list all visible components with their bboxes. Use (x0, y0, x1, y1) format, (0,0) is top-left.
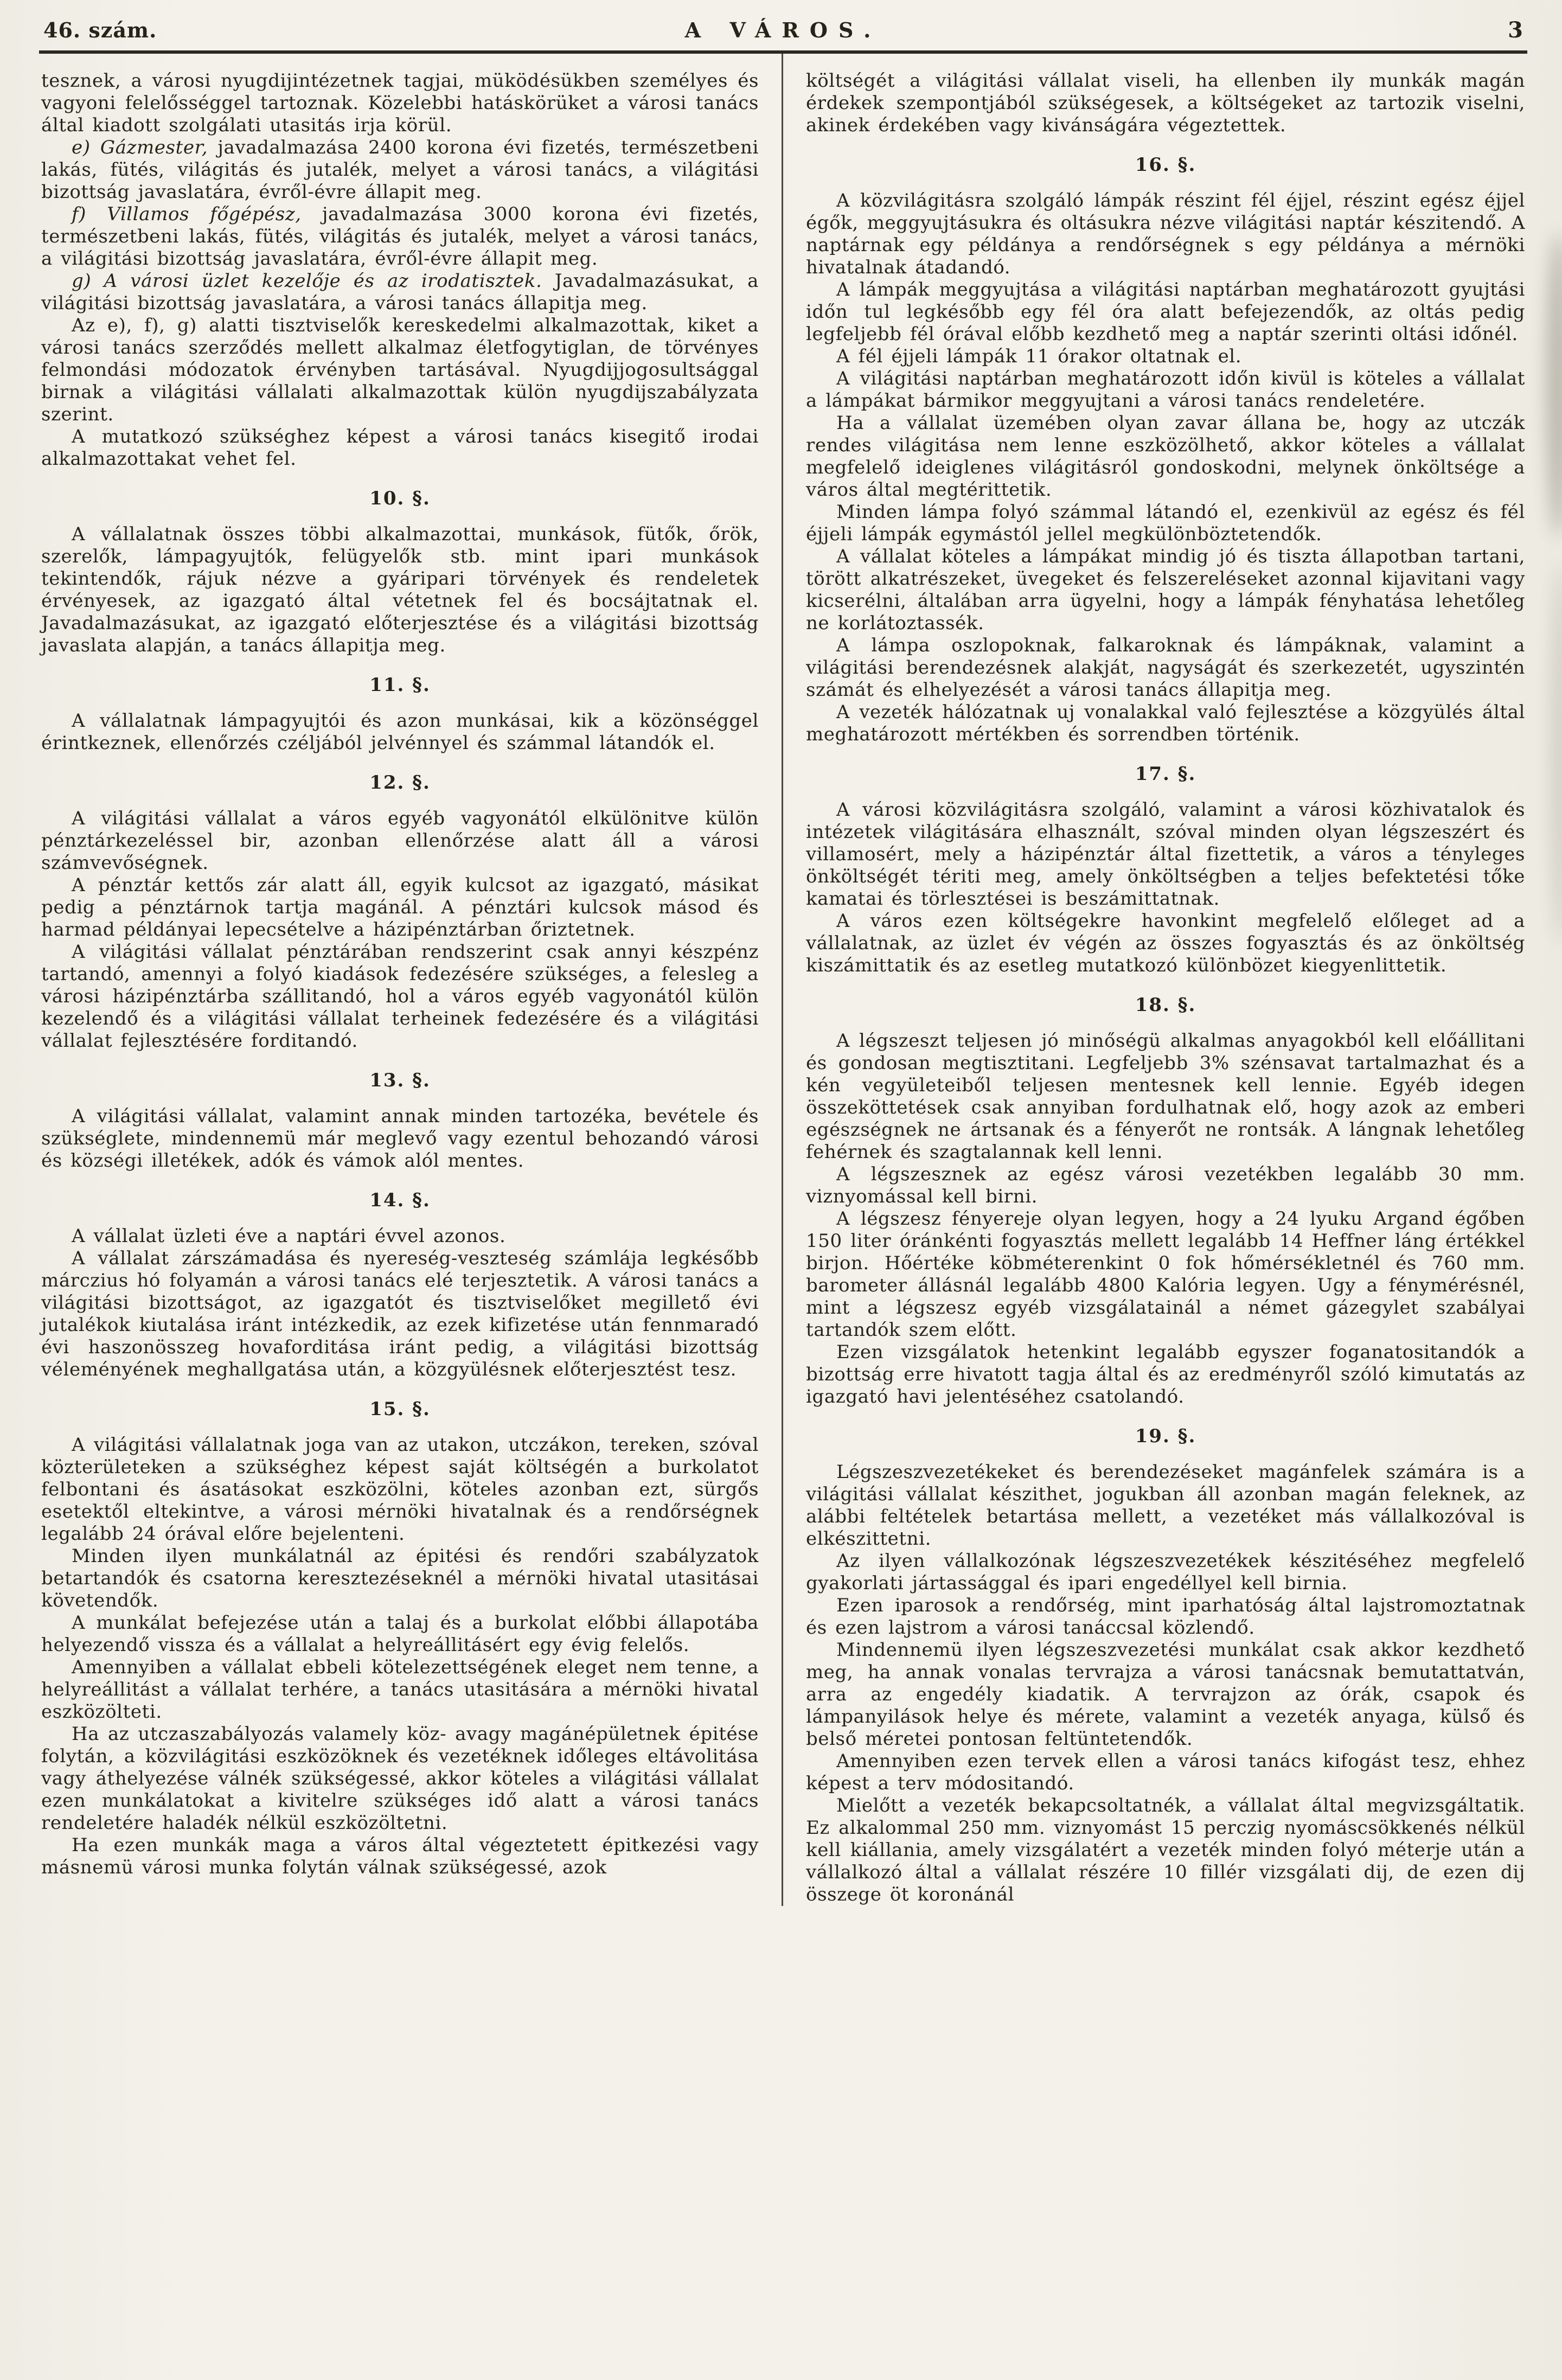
paragraph: A vállalatnak lámpagyujtói és azon munkásai, kik a közönséggel érintkeznek, ellenőrzés czéljából jelvénnyel és számmal látandók el. (41, 710, 759, 754)
paragraph: A közvilágitásra szolgáló lámpák részint fél éjjel, részint egész éjjel égők, meggyujtásukra és oltásukra nézve világitási naptár készitendő. A naptárnak egy példánya a rendőrségnek s egy példánya a mérnöki hivatalnak átadandó. (806, 190, 1525, 278)
paragraph: A világitási naptárban meghatározott időn kivül is köteles a vállalat a lámpákat bármikor meggyujtani a városi tanács rendeletére. (806, 368, 1525, 412)
paragraph: Amennyiben a vállalat ebbeli kötelezettségének eleget nem tenne, a helyreállitást a vállalat terhére, a tanács utasitására a mérnöki hivatal eszközölteti. (41, 1656, 759, 1723)
paragraph: e) Gázmester, javadalmazása 2400 korona évi fizetés, természetbeni lakás, fütés, világitás és jutalék, melyet a városi tanács, a világitási bizottság javaslatára, évről-évre állapit meg. (41, 137, 759, 203)
journal-title: A VÁROS. (684, 18, 882, 42)
paragraph: A világitási vállalat, valamint annak minden tartozéka, bevétele és szükséglete, mindennemü már meglevő vagy ezentul behozandó városi és községi illetékek, adók és vámok alól mentes. (41, 1105, 759, 1172)
paragraph: Ezen iparosok a rendőrség, mint iparhatóság által lajstromoztatnak és ezen lajstrom a városi tanáccsal közlendő. (806, 1595, 1525, 1639)
paragraph: Minden ilyen munkálatnál az épitési és rendőri szabályzatok betartandók és csatorna keresztezéseknél a mérnöki hivatal utasitásai követendők. (41, 1545, 759, 1611)
paragraph: Légszeszvezetékeket és berendezéseket magánfelek számára is a világitási vállalat készithet, jogukban áll azonban magán feleknek, az alábbi feltételek betartása mellett, a vezetéket más vállalkozóval is elkészittetni. (806, 1461, 1525, 1550)
paragraph: A világitási vállalat pénztárában rendszerint csak annyi készpénz tartandó, amennyi a folyó kiadások fedezésére szükséges, a felesleg a városi házipénztárba szállitandó, hol a város egyéb vagyonától külön kezelendő és a világitási vállalat terheinek fedezésére és a világitási vállalat fejlesztésére forditandó. (41, 941, 759, 1052)
paragraph: tesznek, a városi nyugdijintézetnek tagjai, müködésükben személyes és vagyoni felelősséggel tartoznak. Közelebbi hatáskörüket a városi tanács által kiadott szolgálati utasitás irja körül. (41, 70, 759, 136)
paragraph: f) Villamos főgépész, javadalmazása 3000 korona évi fizetés, természetbeni lakás, fütés, világitás és jutalék, melyet a városi tanács, a világitási bizottság javaslatára, évről-évre állapit meg. (41, 203, 759, 270)
paragraph: A légszeszt teljesen jó minőségü alkalmas anyagokból kell előállitani és gondosan megtisztitani. Legfeljebb 3% szénsavat tartalmazhat és a kén vegyületeiből teljesen mentesnek kell lennie. Egyéb idegen összeköttetések csak annyiban fordulhatnak elő, hogy azok az emberi egészségnek ne ártsanak és a fényerőt ne rontsák. A lángnak lehetőleg fehérnek és szagtalannak kell lenni. (806, 1030, 1525, 1163)
paragraph: A vállalat üzleti éve a naptári évvel azonos. (72, 1225, 506, 1247)
section-heading: 17. §. (1135, 763, 1196, 785)
paragraph: A vállalat köteles a lámpákat mindig jó és tiszta állapotban tartani, törött alkatrészeket, üvegeket és felszereléseket azonnal kijavitani vagy kicserélni, általában arra ügyelni, hogy a lámpák fényhatása lehetőleg ne korlátoztassék. (806, 546, 1525, 634)
section-heading: 11. §. (369, 674, 431, 696)
section-heading: 12. §. (369, 772, 431, 794)
paragraph: Ha az utczaszabályozás valamely köz- avagy magánépületnek épitése folytán, a közvilágitási eszközöknek és vezetéknek időleges eltávolitása vagy áthelyezése válnék szükségessé, akkor köteles a világitási vállalat ezen munkálatokat a kivitelre szükséges idő alatt a városi tanács rendeletére haladék nélkül eszközöltetni. (41, 1723, 759, 1834)
paragraph: A mutatkozó szükséghez képest a városi tanács kisegitő irodai alkalmazottakat vehet fel. (41, 426, 759, 470)
paragraph: A világitási vállalat a város egyéb vagyonától elkülönitve külön pénztárkezeléssel bir, azonban ellenőrzése alatt áll a városi számvevőségnek. (41, 808, 759, 874)
section-heading: 19. §. (1135, 1425, 1196, 1447)
scan-smudge (1551, 564, 1562, 944)
paragraph: A városi közvilágitásra szolgáló, valamint a városi közhivatalok és intézetek világitására elhasznált, szóval minden olyan légszeszért és villamosért, mely a házipénztár által fizettetik, a város a tényleges önköltségét tériti meg, amely önköltségben a teljes befektetési tőke kamatai és törlesztései is beszámittatnak. (806, 799, 1525, 910)
paragraph: Ezen vizsgálatok hetenkint legalább egyszer foganatositandók a bizottság erre hivatott tagja által és az eredményről szóló kimutatás az igazgató havi jelentéséhez csatolandó. (806, 1341, 1525, 1407)
paragraph: A fél éjjeli lámpák 11 órakor oltatnak el. (836, 346, 1242, 367)
paragraph: A vezeték hálózatnak uj vonalakkal való fejlesztése a közgyülés által meghatározott mértékben és sorrendben történik. (806, 701, 1525, 745)
paragraph: A lámpa oszlopoknak, falkaroknak és lámpáknak, valamint a világitási berendezésnek alakját, nagyságát és szerkezetét, ugyszintén számát és elhelyezését a városi tanács állapitja meg. (806, 635, 1525, 701)
paragraph: g) A városi üzlet kezelője és az irodatisztek. Javadalmazásukat, a világitási bizottság javaslatára, a városi tanács állapitja meg. (41, 270, 759, 314)
paragraph: költségét a világitási vállalat viseli, ha ellenben ily munkák magán érdekek szempontjából szükségesek, a költségeket az tartozik viselni, akinek érdekében vagy kivánságára végeztettek. (806, 70, 1525, 136)
paragraph: A munkálat befejezése után a talaj és a burkolat előbbi állapotába helyezendő vissza és a vállalat a helyreállitásért egy évig felelős. (41, 1612, 759, 1656)
paragraph: A pénztár kettős zár alatt áll, egyik kulcsot az igazgató, másikat pedig a pénztárnok tartja magánál. A pénztári kulcsok másod és harmad példányai lepecsételve a házipénztárban őriztetnek. (41, 874, 759, 941)
section-heading: 18. §. (1135, 994, 1196, 1016)
article-columns (39, 54, 1527, 1906)
page-number: 3 (1508, 17, 1523, 43)
right-column (783, 54, 1527, 1906)
paragraph: A vállalat zárszámadása és nyereség-veszteség számlája legkésőbb márczius hó folyamán a városi tanács elé terjesztetik. A városi tanács a világitási bizottságot, az igazgatót és tisztviselőket megillető évi jutalékok kiutalása iránt intézkedik, az ezek kifizetése után fennmaradó évi haszonösszeg hovaforditása iránt pedig, a világitási bizottság véleményének meghallgatása után, a közgyülésnek előterjesztést tesz. (41, 1247, 759, 1380)
paragraph: A lámpák meggyujtása a világitási naptárban meghatározott gyujtási időn tul legkésőbb egy fél óra alatt befejezendők, az oltás pedig legfeljebb fél órával előbb kezdhető meg a naptár szerinti oltási időnél. (806, 279, 1525, 345)
paragraph: A világitási vállalatnak joga van az utakon, utczákon, tereken, szóval közterületeken a szükséghez képest saját költségén a burkolatot felbontani és ásatásokat eszközölni, köteles azonban ezt, sürgős esetektől eltekintve, a városi mérnöki hivatalnak és a rendőrségnek legalább 24 órával előre bejelenteni. (41, 1434, 759, 1545)
paragraph: A légszesznek az egész városi vezetékben legalább 30 mm. viznyomással kell birni. (806, 1163, 1525, 1207)
section-heading: 16. §. (1135, 154, 1196, 176)
masthead (39, 12, 1527, 50)
section-heading: 10. §. (369, 488, 431, 509)
paragraph: Mindennemü ilyen légszeszvezetési munkálat csak akkor kezdhető meg, ha annak vonalas tervrajza a városi tanácsnak bemutattatván, arra az engedély kiadatik. A tervrajzon az órák, csapok és lámpanyilások helye és mérete, valamint a vezeték anyaga, külső és belső méretei pontosan feltüntetendők. (806, 1639, 1525, 1750)
paragraph: A vállalatnak összes többi alkalmazottai, munkások, fütők, őrök, szerelők, lámpagyujtók, felügyelők stb. mint ipari munkások tekintendők, rájuk nézve a gyáripari törvények és rendeletek érvényesek, az igazgató által vétetnek fel és bocsájtatnak el. Javadalmazásukat, az igazgató előterjesztése és a világitási bizottság javaslata alapján, a tanács állapitja meg. (41, 523, 759, 656)
scan-smudge (1547, 233, 1562, 537)
paragraph: Ha ezen munkák maga a város által végeztetett épitkezési vagy másnemü városi munka folytán válnak szükségessé, azok (41, 1834, 759, 1878)
left-column (39, 54, 783, 1906)
paragraph: A város ezen költségekre havonkint megfelelő előleget ad a vállalatnak, az üzlet év végén az összes fogyasztás és az önköltség kiszámittatik és az esetleg mutatkozó különbözet kiegyenlittetik. (806, 910, 1525, 976)
paragraph: Minden lámpa folyó számmal látandó el, ezenkivül az egész és fél éjjeli lámpák egymástól jellel megkülönböztetendők. (806, 501, 1525, 545)
section-heading: 15. §. (369, 1398, 431, 1420)
paragraph: Ha a vállalat üzemében olyan zavar állana be, hogy az utczák rendes világitása nem lenne eszközölhető, akkor köteles a vállalat megfelelő ideiglenes világitásról gondoskodni, melynek önköltsége a város által megtérittetik. (806, 412, 1525, 501)
paragraph: Mielőtt a vezeték bekapcsoltatnék, a vállalat által megvizsgáltatik. Ez alkalommal 250 mm. viznyomást 15 perczig nyomáscsökkenés nélkül kell kiállania, amely vizsgálatért a vezeték minden folyó méterje után a vállalkozó által a vállalat részére 10 fillér vizsgálati dij, de ezen dij összege öt koronánál (806, 1795, 1525, 1905)
paragraph: Az e), f), g) alatti tisztviselők kereskedelmi alkalmazottak, kiket a városi tanács szerződés mellett alkalmaz életfogytiglan, de törvényes felmondási módozatok érvényben tartásával. Nyugdijjogosultsággal birnak a világitási vállalati alkalmazottak külön nyugdijszabályzata szerint. (41, 315, 759, 425)
issue-number: 46. szám. (43, 18, 157, 42)
paragraph: Az ilyen vállalkozónak légszeszvezetékek készitéséhez megfelelő gyakorlati jártassággal és ipari engedéllyel kell birnia. (806, 1550, 1525, 1594)
section-heading: 13. §. (369, 1070, 431, 1091)
paragraph: A légszesz fényereje olyan legyen, hogy a 24 lyuku Argand égőben 150 liter óránkénti fogyasztás mellett legalább 14 Heffner láng értékkel birjon. Hőértéke köbméterenkint 0 fok hőmérsékletnél és 760 mm. barometer állásnál legalább 4800 Kalória legyen. Ugy a fénymérésnél, mint a légszesz egyéb vizsgálatainál a német gázegylet szabályai tartandók szem előtt. (806, 1208, 1525, 1341)
section-heading: 14. §. (369, 1189, 431, 1211)
paragraph: Amennyiben ezen tervek ellen a városi tanács kifogást tesz, ehhez képest a terv módositandó. (806, 1750, 1525, 1794)
